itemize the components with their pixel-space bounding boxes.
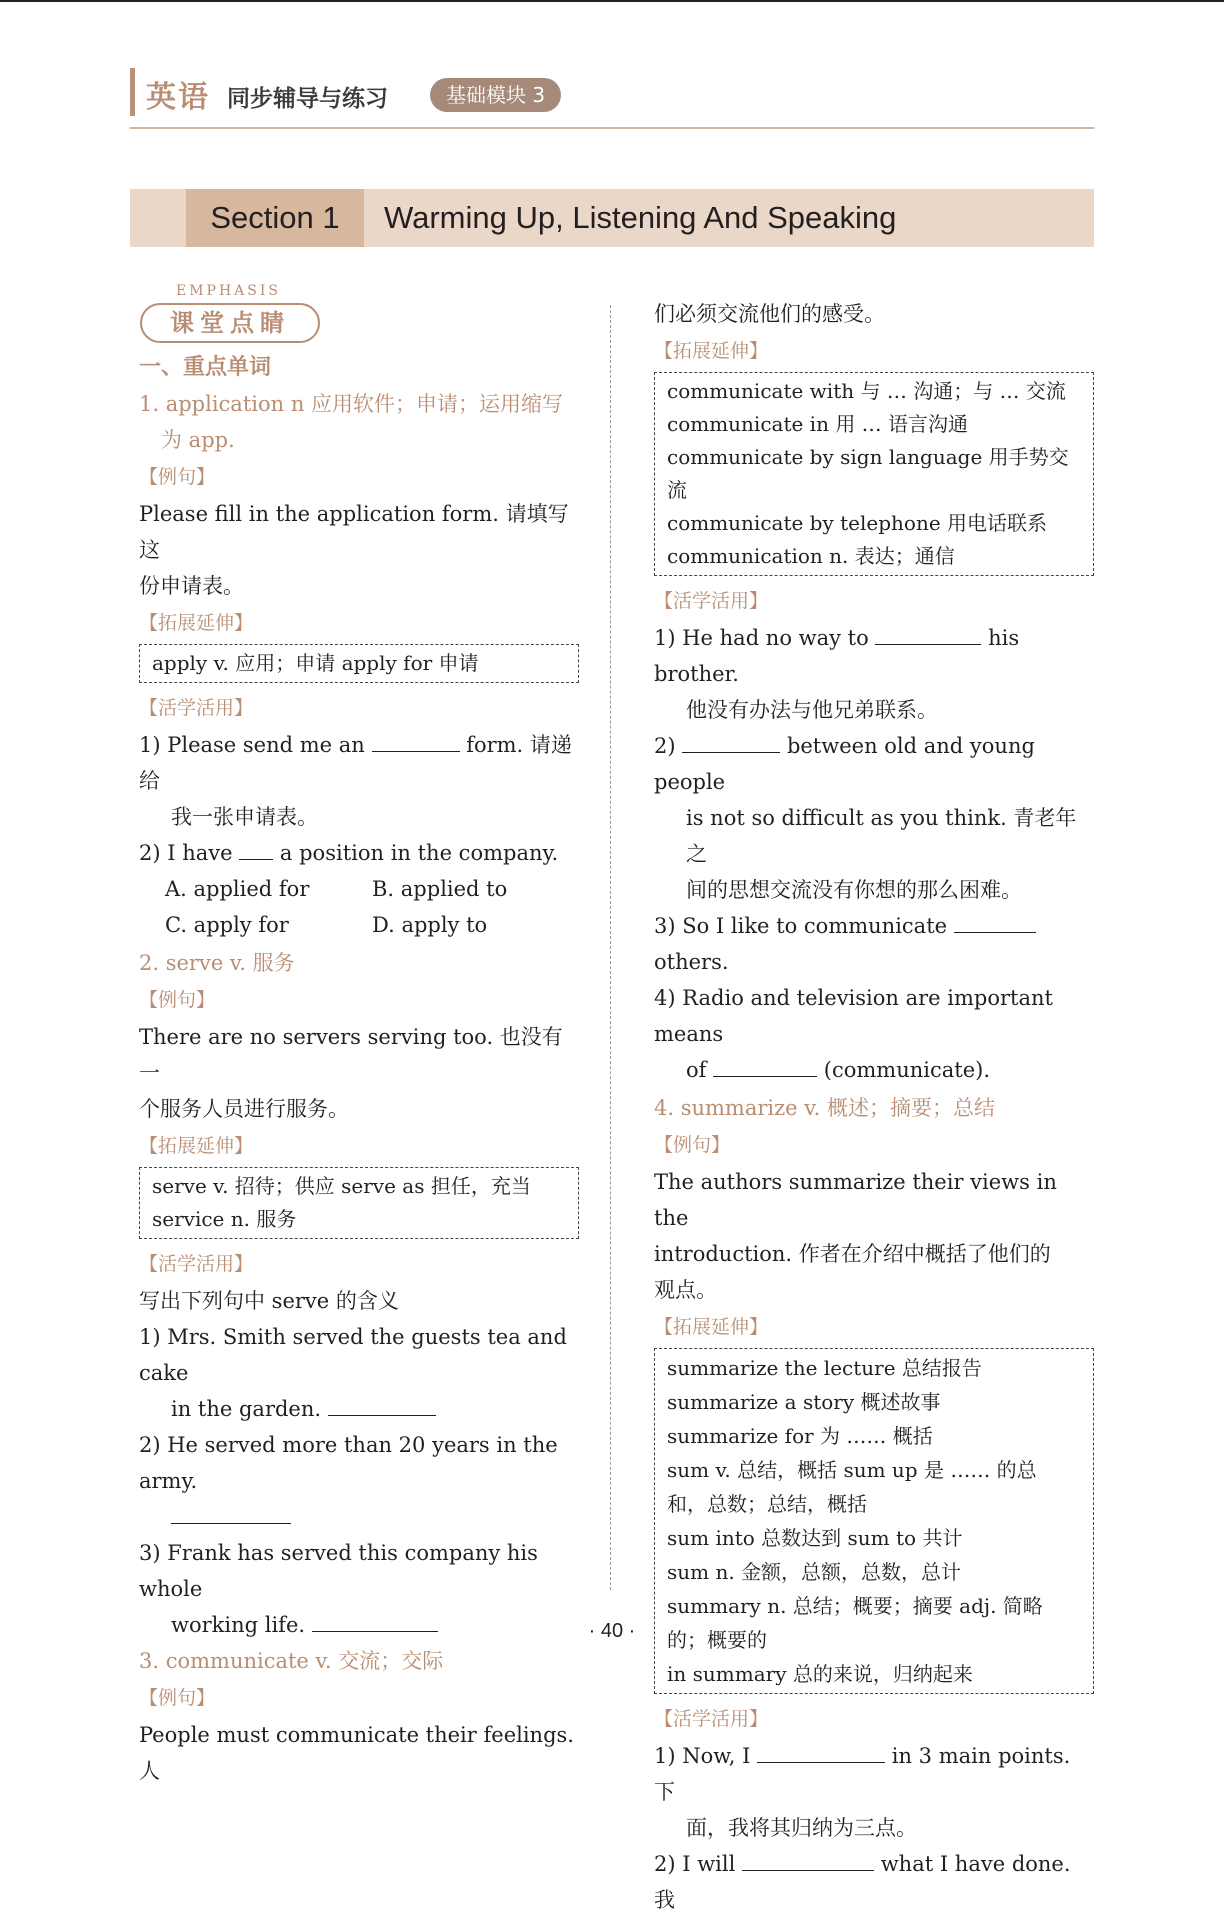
extend-label: 【拓展延伸】 (654, 340, 769, 362)
extend-line: communicate in 用 … 语言沟通 (667, 412, 969, 436)
question-line: 间的思想交流没有你想的那么困难。 (686, 878, 1022, 902)
answer-blank[interactable] (328, 1397, 436, 1416)
extend-line: sum v. 总结，概括 sum up 是 …… 的总 (667, 1458, 1037, 1482)
example-line: 份申请表。 (139, 574, 244, 598)
question-line (654, 620, 1094, 692)
question-text: working life. (171, 1613, 306, 1637)
header-subject: 英语 (146, 80, 210, 115)
word-1-title-cont: 为 app. (161, 428, 235, 452)
example-line: 观点。 (654, 1278, 717, 1302)
extend-line: summarize the lecture 总结报告 (667, 1356, 982, 1380)
extend-line: sum into 总数达到 sum to 共计 (667, 1526, 963, 1550)
emphasis-label-en: EMPHASIS (176, 283, 282, 299)
section-banner (130, 189, 1094, 247)
question-line: 2) He served more than 20 years in the army. (139, 1433, 558, 1493)
section-tag (186, 189, 364, 247)
instruction-line: 写出下列句中 serve 的含义 (139, 1289, 399, 1313)
example-label: 【例句】 (139, 466, 216, 488)
extend-line: sum n. 金额，总额，总数，总计 (667, 1560, 962, 1584)
key-words-heading: 一、重点单词 (139, 355, 272, 380)
question-line (139, 1391, 579, 1427)
answer-blank[interactable] (954, 914, 1036, 933)
question-text: in 3 main points. 下 (654, 1744, 1071, 1804)
question-line (654, 1052, 1094, 1088)
answer-blank[interactable] (239, 841, 273, 860)
header-rule (130, 127, 1094, 129)
answer-blank[interactable] (372, 733, 460, 752)
column-divider (610, 305, 611, 1590)
option-b[interactable]: B. applied to (372, 877, 508, 901)
question-line (654, 728, 1094, 800)
question-line: is not so difficult as you think. 青老年之 (686, 806, 1077, 866)
answer-blank[interactable] (757, 1744, 885, 1763)
question-text: (communicate). (823, 1058, 991, 1082)
answer-blank[interactable] (682, 734, 780, 753)
top-border (0, 0, 1224, 2)
question-text: 2) (654, 734, 676, 758)
extend-line: serve v. 招待；供应 serve as 担任，充当 (152, 1174, 531, 1198)
extend-line: apply v. 应用；申请 apply for 申请 (152, 651, 479, 675)
question-line: 我一张申请表。 (171, 805, 318, 829)
question-line (139, 835, 579, 871)
answer-blank[interactable] (875, 626, 981, 645)
extend-label: 【拓展延伸】 (139, 1135, 254, 1157)
section-title: Warming Up, Listening And Speaking (384, 200, 897, 235)
question-line: 面，我将其归纳为三点。 (686, 1816, 917, 1840)
extend-line: summarize for 为 …… 概括 (667, 1424, 933, 1448)
left-column (139, 350, 579, 1789)
question-text: between old and young people (654, 734, 1035, 794)
extend-line: 和，总数；总结，概括 (667, 1492, 867, 1516)
question-line (139, 1499, 579, 1535)
extend-line: 的；概要的 (667, 1628, 767, 1652)
page-number: · 40 · (588, 1620, 636, 1642)
word-4-title: 4. summarize v. 概述；摘要；总结 (654, 1096, 996, 1120)
question-line: 4) Radio and television are important means (654, 986, 1053, 1046)
example-label: 【例句】 (139, 989, 216, 1011)
option-a[interactable]: A. applied for (165, 877, 310, 901)
header-series: 同步辅导与练习 (227, 86, 388, 112)
question-text: in the garden. (171, 1397, 322, 1421)
extend-line: communication n. 表达；通信 (667, 544, 955, 568)
extend-box (139, 1167, 579, 1239)
emphasis-label-cn: 课堂点睛 (140, 303, 320, 343)
word-1-title: 1. application n 应用软件；申请；运用缩写 (139, 392, 564, 416)
extend-line: summarize a story 概述故事 (667, 1390, 941, 1414)
answer-blank[interactable] (713, 1058, 817, 1077)
question-line (654, 1738, 1094, 1810)
example-line: The authors summarize their views in the (654, 1170, 1057, 1230)
answer-blank[interactable] (171, 1505, 291, 1524)
extend-line: communicate by sign language 用手势交流 (667, 445, 1069, 502)
page-header (130, 68, 1094, 116)
practice-label: 【活学活用】 (139, 697, 254, 719)
example-line: 们必须交流他们的感受。 (654, 302, 885, 326)
example-line: introduction. 作者在介绍中概括了他们的 (654, 1242, 1051, 1266)
option-d[interactable]: D. apply to (372, 913, 488, 937)
question-text: 2) I have (139, 841, 233, 865)
question-text: form. 请递给 (139, 733, 572, 793)
practice-label: 【活学活用】 (654, 590, 769, 612)
header-module-badge: 基础模块 3 (430, 78, 561, 112)
example-label: 【例句】 (139, 1687, 216, 1709)
example-line: 个服务人员进行服务。 (139, 1097, 349, 1121)
practice-label: 【活学活用】 (654, 1708, 769, 1730)
extend-line: summary n. 总结；概要；摘要 adj. 简略 (667, 1594, 1043, 1618)
emphasis-badge (140, 283, 320, 341)
question-text: others. (654, 950, 729, 974)
question-text: 3) So I like to communicate (654, 914, 948, 938)
question-text: 1) He had no way to (654, 626, 869, 650)
question-text: 1) Please send me an (139, 733, 365, 757)
example-label: 【例句】 (654, 1134, 731, 1156)
extend-line: communicate by telephone 用电话联系 (667, 511, 1048, 535)
right-column (654, 296, 1094, 1918)
question-text: a position in the company. (279, 841, 559, 865)
question-text: his brother. (654, 626, 1020, 686)
section-tag-label: Section 1 (210, 200, 340, 235)
question-line: 他没有办法与他兄弟联系。 (686, 698, 938, 722)
extend-line: service n. 服务 (152, 1207, 297, 1231)
extend-line: in summary 总的来说，归纳起来 (667, 1662, 973, 1686)
extend-label: 【拓展延伸】 (654, 1316, 769, 1338)
extend-box (139, 644, 579, 683)
question-line (654, 1846, 1094, 1918)
question-line: 1) Mrs. Smith served the guests tea and cake (139, 1325, 567, 1385)
option-c[interactable]: C. apply for (165, 913, 289, 937)
question-text: 1) Now, I (654, 1744, 751, 1768)
practice-label: 【活学活用】 (139, 1253, 254, 1275)
question-text: what I have done. 我 (654, 1852, 1071, 1912)
example-line: People must communicate their feelings. 人 (139, 1723, 574, 1783)
example-line: Please fill in the application form. 请填写这 (139, 502, 569, 562)
question-line: 3) Frank has served this company his whole (139, 1541, 538, 1601)
question-line (654, 908, 1094, 980)
question-text: 2) I will (654, 1852, 736, 1876)
option-row (139, 871, 579, 907)
option-row (139, 907, 579, 943)
example-line: There are no servers serving too. 也没有一 (139, 1025, 563, 1085)
word-3-title: 3. communicate v. 交流；交际 (139, 1649, 444, 1673)
question-text: of (686, 1058, 707, 1082)
word-2-title: 2. serve v. 服务 (139, 951, 295, 975)
question-line (139, 727, 579, 799)
header-accent-bar (130, 68, 135, 116)
answer-blank[interactable] (742, 1852, 874, 1871)
extend-label: 【拓展延伸】 (139, 612, 254, 634)
extend-box (654, 372, 1094, 576)
extend-line: communicate with 与 … 沟通；与 … 交流 (667, 379, 1066, 403)
